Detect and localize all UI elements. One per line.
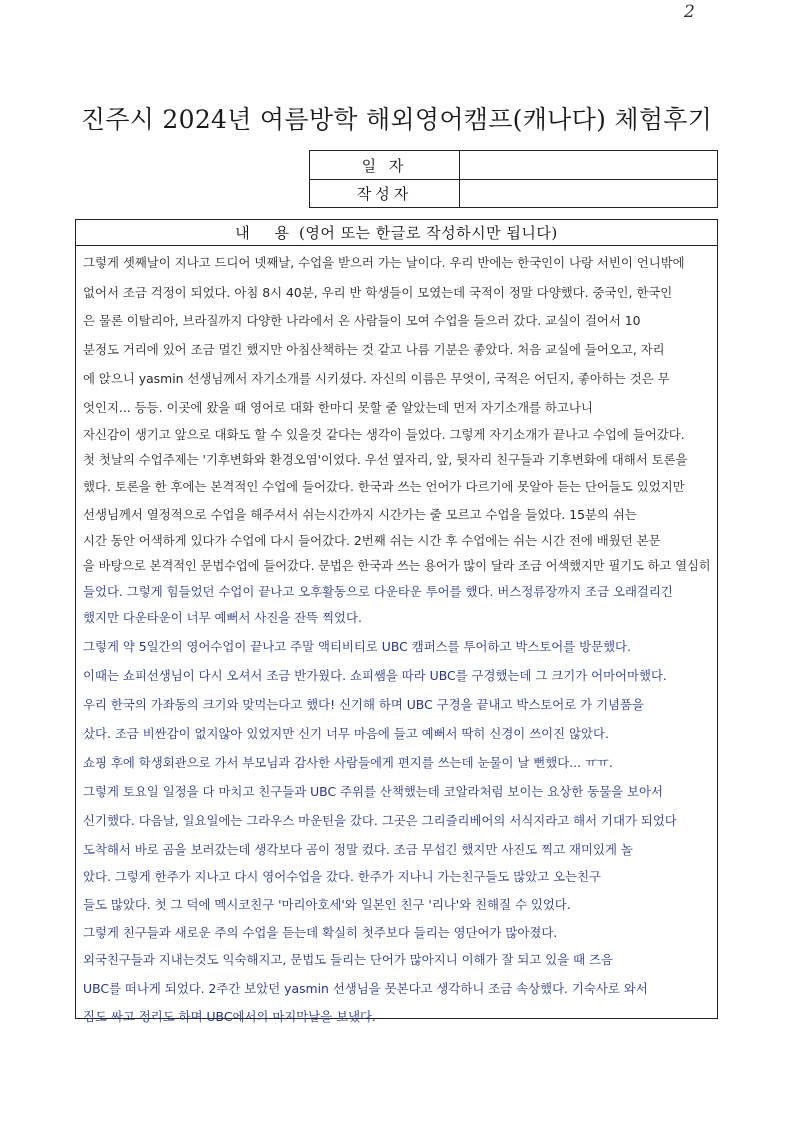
handwritten-line: 은 물론 이탈리아, 브라질까지 다양한 나라에서 온 사람들이 모여 수업을 들으러 갔다. 교실이 걸어서 10 xyxy=(83,313,641,328)
handwritten-line: UBC를 떠나게 되었다. 2주간 보았던 yasmin 선생님을 못본다고 생각하니 조금 속상했다. 기숙사로 와서 xyxy=(83,981,648,996)
content-header xyxy=(76,220,717,246)
handwritten-line: 신기했다. 다음날, 일요일에는 그라우스 마운틴을 갔다. 그곳은 그리즐리베어의 서식지라고 해서 기대가 되었다 xyxy=(83,813,677,828)
handwritten-line: 첫 첫날의 수업주제는 '기후변화와 환경오염'이었다. 우선 옆자리, 앞, 뒷자리 친구들과 기후변화에 대해서 토론을 xyxy=(83,452,688,467)
handwritten-line: 에 앉으니 yasmin 선생님께서 자기소개를 시키셨다. 자신의 이름은 무엇이, 국적은 어딘지, 좋아하는 것은 무 xyxy=(83,371,670,386)
handwritten-line: 자신감이 생기고 앞으로 대화도 할 수 있을것 같다는 생각이 들었다. 그렇게 자기소개가 끝나고 수업에 들어갔다. xyxy=(83,427,685,442)
handwritten-line: 그렇게 약 5일간의 영어수업이 끝나고 주말 액티비티로 UBC 캠퍼스를 투어하고 박스토어를 방문했다. xyxy=(83,639,631,654)
handwritten-line: 짐도 싸고 정리도 하며 UBC에서의 마지막날을 보냈다. xyxy=(83,1009,376,1024)
handwritten-line: 엇인지... 등등. 이곳에 왔을 때 영어로 대화 한마디 못할 줄 알았는데 먼저 자기소개를 하고나니 xyxy=(83,400,593,415)
date-field[interactable] xyxy=(460,151,717,179)
author-field[interactable] xyxy=(460,179,717,207)
handwritten-line: 외국친구들과 지내는것도 익숙해지고, 문법도 들리는 단어가 많아지니 이해가 잘 되고 있을 때 즈음 xyxy=(83,952,613,967)
handwritten-body xyxy=(83,246,711,1024)
handwritten-line: 선생님께서 열정적으로 수업을 해주셔서 쉬는시간까지 시간가는 줄 모르고 수업을 들었다. 15분의 쉬는 xyxy=(83,507,637,522)
handwritten-line: 우리 한국의 가좌동의 크기와 맞먹는다고 했다! 신기해 하며 UBC 구경을 끝내고 박스토어로 가 기념품을 xyxy=(83,697,644,712)
content-box xyxy=(75,219,718,1024)
handwritten-line: 쇼핑 후에 학생회관으로 가서 부모님과 감사한 사람들에게 편지를 쓰는데 눈물이 날 뻔했다... ㅠㅠ. xyxy=(83,755,613,770)
handwritten-line: 도착해서 바로 곰을 보러갔는데 생각보다 곰이 정말 컸다. 조금 무섭긴 했지만 사진도 찍고 재미있게 놀 xyxy=(83,842,633,857)
handwritten-line: 분정도 거리에 있어 조금 멀긴 했지만 아침산책하는 것 같고 나름 기분은 좋았다. 처음 교실에 들어오고, 자리 xyxy=(83,342,665,357)
handwritten-line: 없어서 조금 걱정이 되었다. 아침 8시 40분, 우리 반 학생들이 모였는데 국적이 정말 다양했다. 중국인, 한국인 xyxy=(83,285,673,300)
handwritten-line: 그렇게 친구들과 새로운 주의 수업을 듣는데 확실히 첫주보다 들리는 영단어가 많아졌다. xyxy=(83,925,558,940)
author-row xyxy=(310,179,717,207)
content-header-label: 내 용 xyxy=(235,224,300,242)
handwritten-line: 았다. 그렇게 한주가 지나고 다시 영어수업을 갔다. 한주가 지나니 가는친구들도 많았고 오는친구 xyxy=(83,869,602,884)
handwritten-line: 그렇게 셋째날이 지나고 드디어 넷째날, 수업을 받으러 가는 날이다. 우리 반에는 한국인이 나랑 서빈이 언니밖에 xyxy=(83,255,685,270)
author-label: 작성자 xyxy=(310,179,460,207)
handwritten-line: 이때는 쇼피선생님이 다시 오셔서 조금 반가웠다. 쇼피쌤을 따라 UBC를 구경했는데 그 크기가 어마어마했다. xyxy=(83,668,667,683)
date-row xyxy=(310,151,717,180)
info-table xyxy=(309,150,718,208)
page-title: 진주시 2024년 여름방학 해외영어캠프(캐나다) 체험후기 xyxy=(80,105,713,134)
handwritten-line: 들었다. 그렇게 힘들었던 수업이 끝나고 오후활동으로 다운타운 투어를 했다. 버스정류장까지 조금 오래걸리긴 xyxy=(83,584,673,599)
date-label: 일 자 xyxy=(310,151,460,179)
handwritten-line: 했다. 토론을 한 후에는 본격적인 수업에 들어갔다. 한국과 쓰는 언어가 다르기에 못알아 듣는 단어들도 있었지만 xyxy=(83,479,685,494)
page-number: 2 xyxy=(684,2,695,22)
handwritten-line: 했지만 다운타운이 너무 예뻐서 사진을 잔뜩 찍었다. xyxy=(83,610,362,625)
handwritten-line: 들도 많았다. 첫 그 덕에 멕시코친구 '마리아호세'와 일본인 친구 '리나'와 친해질 수 있었다. xyxy=(83,897,571,912)
handwritten-line: 을 바탕으로 본격적인 문법수업에 들어갔다. 문법은 한국과 쓰는 용어가 많이 달라 조금 어색했지만 필기도 하고 열심히 xyxy=(83,558,711,573)
content-header-instruction: (영어 또는 한글로 작성하시만 됩니다) xyxy=(299,224,558,242)
handwritten-line: 그렇게 토요일 일정을 다 마치고 친구들과 UBC 주위를 산책했는데 코알라처럼 보이는 요상한 동물을 보아서 xyxy=(83,784,663,799)
handwritten-line: 시간 동안 어색하게 있다가 수업에 다시 들어갔다. 2번째 쉬는 시간 후 수업에는 쉬는 시간 전에 배웠던 본문 xyxy=(83,533,661,548)
handwritten-line: 샀다. 조금 비싼감이 없지않아 있었지만 신기 너무 마음에 들고 예뻐서 딱히 신경이 쓰이진 않았다. xyxy=(83,726,609,741)
